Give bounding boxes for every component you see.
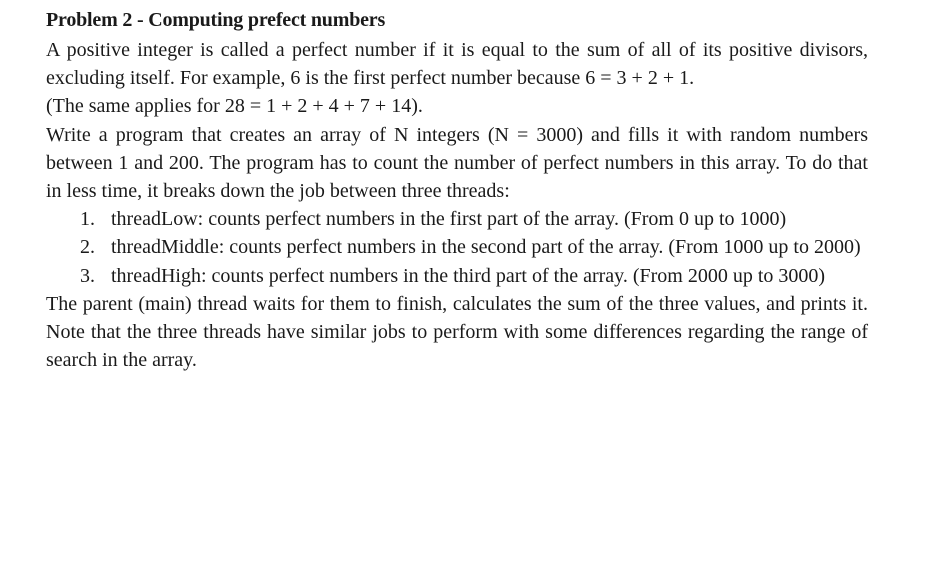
list-item-number: 2. [80,236,95,259]
list-item [46,205,868,233]
thread-list [46,205,868,290]
closing-paragraph: The parent (main) thread waits for them to finish, calculates the sum of the three values, and prints it. Note that the three threads have similar jobs to perform with some differences regarding the range of search in the array. [46,292,868,372]
list-item [46,262,868,290]
list-item-text: threadLow: counts perfect numbers in the first part of the array. (From 0 up to 1000) [111,208,787,231]
problem-title: Problem 2 - Computing prefect numbers [46,9,386,31]
list-item-number: 1. [80,208,95,231]
list-item [46,233,868,261]
intro-paragraph: A positive integer is called a perfect number if it is equal to the sum of all of its positive divisors, excluding itself. For example, 6 is the first perfect number because 6 = 3 + 2 + 1. [46,39,868,90]
list-item-text: threadHigh: counts perfect numbers in the third part of the array. (From 2000 up to 3000) [111,264,826,287]
intro-note: (The same applies for 28 = 1 + 2 + 4 + 7 + 14). [46,95,423,118]
task-paragraph: Write a program that creates an array of N integers (N = 3000) and fills it with random numbers between 1 and 200. The program has to count the number of perfect numbers in this array. To do that in less time, it breaks down the job between three threads: [46,123,868,203]
list-item-text: threadMiddle: counts perfect numbers in the second part of the array. (From 1000 up to 2000) [111,236,861,259]
list-item-number: 3. [80,264,95,287]
document [46,6,868,374]
